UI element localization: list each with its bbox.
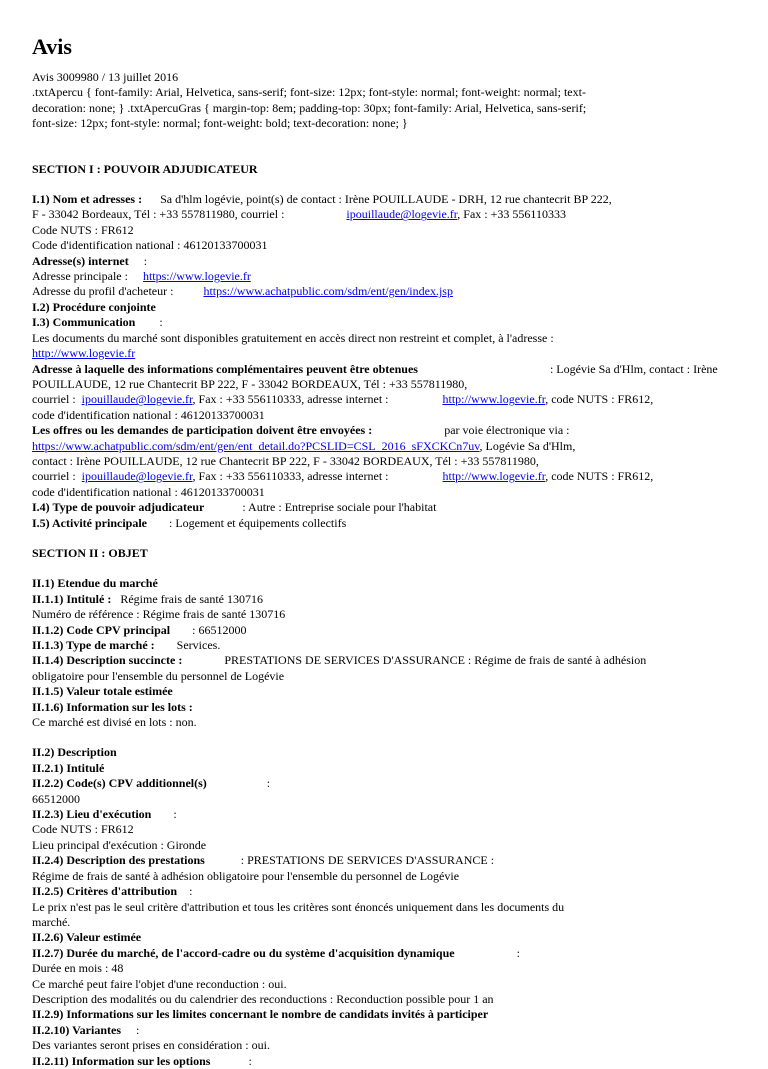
ii24-line-2: Régime de frais de santé à adhésion obligatoire pour l'ensemble du personnel de Logévie xyxy=(32,868,460,883)
docs-link[interactable]: http://www.logevie.fr xyxy=(32,346,136,361)
ii210-heading: II.2.10) Variantes : xyxy=(32,1022,140,1037)
main-address-link[interactable]: https://www.logevie.fr xyxy=(142,269,251,284)
ii25-heading: II.2.5) Critères d'attribution : xyxy=(32,884,193,899)
ii211-heading: II.2.11) Information sur les options : xyxy=(32,1053,252,1068)
additional-cpv: 66512000 xyxy=(32,791,80,806)
i12-heading: I.2) Procédure conjointe xyxy=(32,299,156,314)
info-national-id: code d'identification national : 46120133700031 xyxy=(32,407,265,422)
info-address: Adresse à laquelle des informations complémentaires peuvent être obtenues : Logévie Sa d'Hlm, contact : Irène xyxy=(32,361,718,376)
stray-css-text: .txtApercu { font-family: Arial, Helvetica, sans-serif; font-size: 12px; font-style: normal; font-weight: normal; text-decoration: none; } .txtApercuGras { margin-top: 8em; padding-top: 30px; font-family: Arial, Helvetica, sans-serif; font-size: 12px; font-style: normal; font-weight: bold; text-decoration: none; } xyxy=(32,85,587,131)
execution-place: Lieu principal d'exécution : Gironde xyxy=(32,837,207,852)
ii22-heading: II.2.2) Code(s) CPV additionnel(s) : xyxy=(32,776,271,791)
info-address-2: POUILLAUDE, 12 rue Chantecrit BP 222, F - 33042 BORDEAUX, Tél : +33 557811980, xyxy=(32,376,468,391)
i13-heading: I.3) Communication : xyxy=(32,315,163,330)
criteria-text-2: marché. xyxy=(32,914,71,929)
info-email-link[interactable]: ipouillaude@logevie.fr xyxy=(81,392,193,407)
page-title: Avis xyxy=(32,34,72,59)
ii21-heading: II.2.1) Intitulé xyxy=(32,760,105,775)
docs-text: Les documents du marché sont disponibles gratuitement en accès direct non restreint et complet, à l'adresse : xyxy=(32,330,554,345)
i11-line: I.1) Nom et adresses : Sa d'hlm logévie, point(s) de contact : Irène POUILLAUDE - DRH, 12 rue chantecrit BP 222, xyxy=(32,192,612,207)
national-id: Code d'identification national : 46120133700031 xyxy=(32,238,268,253)
ii14-line: II.1.4) Description succincte : PRESTATIONS DE SERVICES D'ASSURANCE : Régime de frais de santé à adhésion xyxy=(32,653,647,668)
notice-id-date: Avis 3009980 / 13 juillet 2016 xyxy=(32,70,179,84)
ii1-heading: II.1) Etendue du marché xyxy=(32,576,158,591)
reference-number: Numéro de référence : Régime frais de santé 130716 xyxy=(32,607,286,622)
contact-email-link[interactable]: ipouillaude@logevie.fr xyxy=(346,207,458,222)
variants-text: Des variantes seront prises en considération : oui. xyxy=(32,1038,270,1053)
main-address: Adresse principale : https://www.logevie.fr xyxy=(32,269,251,284)
nuts-code: Code NUTS : FR612 xyxy=(32,222,134,237)
buyer-profile-link[interactable]: https://www.achatpublic.com/sdm/ent/gen/index.jsp xyxy=(203,284,453,299)
info-web-link[interactable]: http://www.logevie.fr xyxy=(442,392,546,407)
offers-national-id: code d'identification national : 46120133700031 xyxy=(32,484,265,499)
ii23-heading: II.2.3) Lieu d'exécution : xyxy=(32,807,177,822)
ii11-line: II.1.1) Intitulé : Régime frais de santé 130716 xyxy=(32,591,263,606)
offers-link[interactable]: https://www.achatpublic.com/sdm/ent/gen/ent_detail.do?PCSLID=CSL_2016_sFXCKCn7uv xyxy=(32,438,480,453)
offers-contact: contact : Irène POUILLAUDE, 12 rue Chantecrit BP 222, F - 33042 BORDEAUX, Tél : +33 557811980, xyxy=(32,453,539,468)
offers-line: Les offres ou les demandes de participation doivent être envoyées : par voie électronique via : xyxy=(32,423,570,438)
offers-web-link[interactable]: http://www.logevie.fr xyxy=(442,469,546,484)
ii16-heading: II.1.6) Information sur les lots : xyxy=(32,699,193,714)
renewal-desc: Description des modalités ou du calendrier des reconductions : Reconduction possible pour 1 an xyxy=(32,991,494,1006)
lots-text: Ce marché est divisé en lots : non. xyxy=(32,715,197,730)
info-contact-line: courriel : ipouillaude@logevie.fr, Fax : +33 556110333, adresse internet : http://www.logevie.fr, code NUTS : FR612, xyxy=(32,392,654,407)
ii29-heading: II.2.9) Informations sur les limites concernant le nombre de candidats invités à participer xyxy=(32,1007,489,1022)
ii15-heading: II.1.5) Valeur totale estimée xyxy=(32,684,173,699)
buyer-profile: Adresse du profil d'acheteur : https://www.achatpublic.com/sdm/ent/gen/index.jsp xyxy=(32,284,453,299)
ii2-heading: II.2) Description xyxy=(32,745,117,760)
ii14-line-2: obligatoire pour l'ensemble du personnel de Logévie xyxy=(32,668,285,683)
offers-contact-2: courriel : ipouillaude@logevie.fr, Fax : +33 556110333, adresse internet : http://www.logevie.fr, code NUTS : FR612, xyxy=(32,469,654,484)
renewal: Ce marché peut faire l'objet d'une reconduction : oui. xyxy=(32,976,287,991)
ii27-heading: II.2.7) Durée du marché, de l'accord-cadre ou du système d'acquisition dynamique : xyxy=(32,945,520,960)
criteria-text: Le prix n'est pas le seul critère d'attribution et tous les critères sont énoncés uniquement dans les documents du xyxy=(32,899,565,914)
i14-line: I.4) Type de pouvoir adjudicateur : Autre : Entreprise sociale pour l'habitat xyxy=(32,500,437,515)
ii23-nuts: Code NUTS : FR612 xyxy=(32,822,134,837)
section-1-heading: SECTION I : POUVOIR ADJUDICATEUR xyxy=(32,161,258,176)
ii24-line: II.2.4) Description des prestations : PRESTATIONS DE SERVICES D'ASSURANCE : xyxy=(32,853,495,868)
i11-line-2: F - 33042 Bordeaux, Tél : +33 557811980, courriel : ipouillaude@logevie.fr, Fax : +33 556110333 xyxy=(32,207,566,222)
duration: Durée en mois : 48 xyxy=(32,961,124,976)
ii13-line: II.1.3) Type de marché : Services. xyxy=(32,638,221,652)
offers-url-line: https://www.achatpublic.com/sdm/ent/gen/ent_detail.do?PCSLID=CSL_2016_sFXCKCn7uv, Logévie Sa d'Hlm, xyxy=(32,438,576,453)
internet-heading: Adresse(s) internet : xyxy=(32,253,148,268)
section-2-heading: SECTION II : OBJET xyxy=(32,545,148,560)
ii26-heading: II.2.6) Valeur estimée xyxy=(32,930,142,945)
ii12-line: II.1.2) Code CPV principal : 66512000 xyxy=(32,622,247,637)
offers-email-link[interactable]: ipouillaude@logevie.fr xyxy=(81,469,193,484)
i15-line: I.5) Activité principale : Logement et équipements collectifs xyxy=(32,515,347,530)
